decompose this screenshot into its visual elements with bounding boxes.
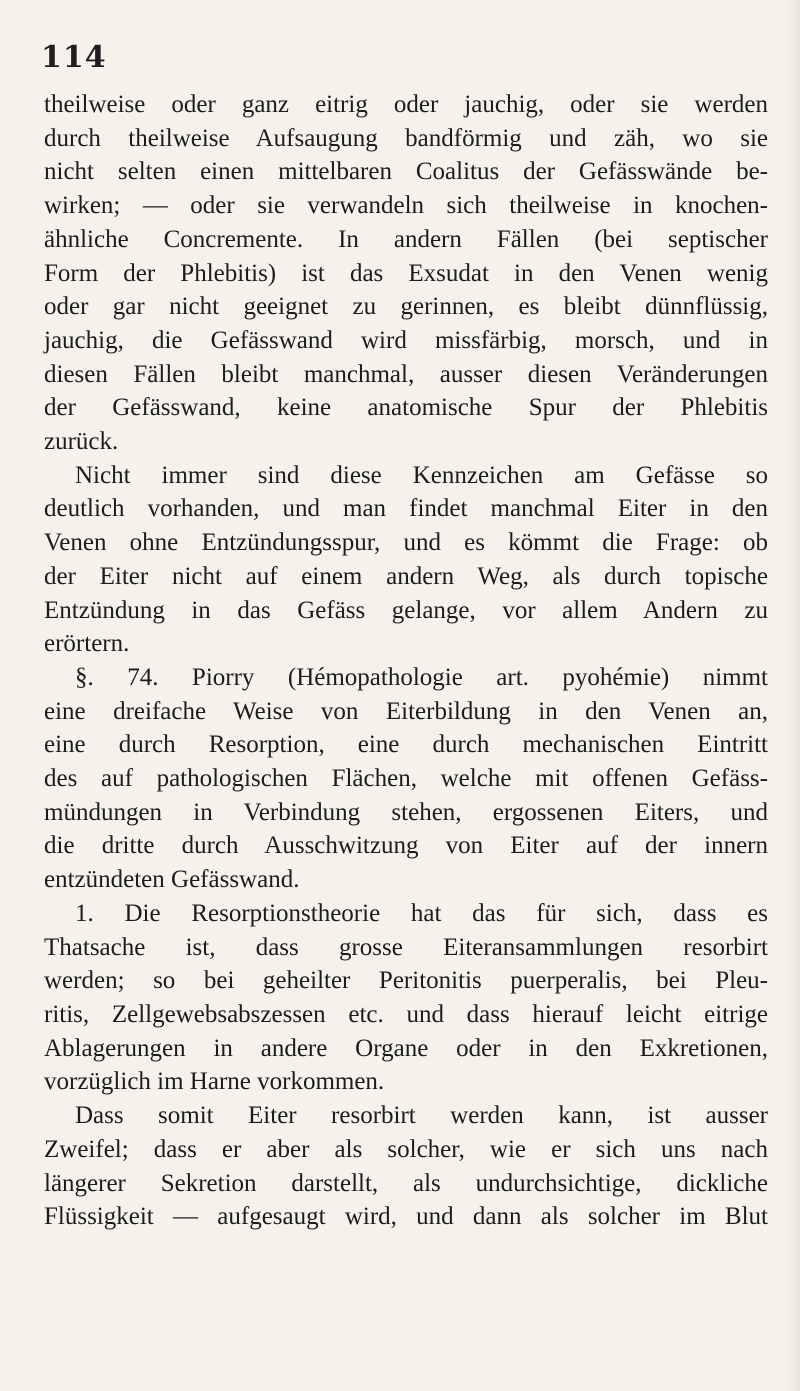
text-line: wirken; — oder sie verwandeln sich theilweise in knochen- xyxy=(44,192,768,220)
text-line: die dritte durch Ausschwitzung von Eiter auf der innern xyxy=(44,832,768,860)
text-line: diesen Fällen bleibt manchmal, ausser diesen Veränderungen xyxy=(44,360,768,388)
text-line: nicht selten einen mittelbaren Coalitus der Gefässwände be- xyxy=(44,158,768,186)
text-line: des auf pathologischen Flächen, welche mit offenen Gefäss- xyxy=(44,765,768,793)
text-line: längerer Sekretion darstellt, als undurchsichtige, dickliche xyxy=(44,1169,768,1197)
text-line: 1. Die Resorptionstheorie hat das für sich, dass es xyxy=(75,899,768,927)
text-line: jauchig, die Gefässwand wird missfärbig, morsch, und in xyxy=(44,326,768,354)
text-line: entzündeten Gefässwand. xyxy=(44,866,300,894)
text-line: Form der Phlebitis) ist das Exsudat in den Venen wenig xyxy=(44,259,768,287)
text-line: zurück. xyxy=(44,428,119,456)
text-line: Flüssigkeit — aufgesaugt wird, und dann als solcher im Blut xyxy=(44,1203,768,1231)
text-line: durch theilweise Aufsaugung bandförmig und zäh, wo sie xyxy=(44,124,768,152)
text-line: ritis, Zellgewebsabszessen etc. und dass hierauf leicht eitrige xyxy=(44,1000,768,1028)
text-line: Nicht immer sind diese Kennzeichen am Gefässe so xyxy=(75,461,768,489)
text-line: Entzündung in das Gefäss gelange, vor allem Andern zu xyxy=(44,596,768,624)
page-edge-shadow xyxy=(786,0,800,1391)
text-line: Venen ohne Entzündungsspur, und es kömmt die Frage: ob xyxy=(44,529,768,557)
text-line: Thatsache ist, dass grosse Eiteransammlungen resorbirt xyxy=(44,933,768,961)
text-line: vorzüglich im Harne vorkommen. xyxy=(44,1068,385,1096)
page-number: 114 xyxy=(41,40,107,75)
text-line: theilweise oder ganz eitrig oder jauchig, oder sie werden xyxy=(44,91,768,118)
text-line: erörtern. xyxy=(44,630,130,658)
text-line: eine durch Resorption, eine durch mechanischen Eintritt xyxy=(44,731,768,759)
text-line: eine dreifache Weise von Eiterbildung in den Venen an, xyxy=(44,697,768,725)
text-line: der Gefässwand, keine anatomische Spur der Phlebitis xyxy=(44,394,768,422)
body-text xyxy=(44,88,768,1234)
text-line: mündungen in Verbindung stehen, ergossenen Eiters, und xyxy=(44,798,768,826)
text-line: ähnliche Concremente. In andern Fällen (bei septischer xyxy=(44,225,768,253)
text-line: deutlich vorhanden, und man findet manchmal Eiter in den xyxy=(44,495,768,523)
text-line: Dass somit Eiter resorbirt werden kann, ist ausser xyxy=(75,1102,768,1130)
text-line: der Eiter nicht auf einem andern Weg, als durch topische xyxy=(44,562,768,590)
text-line: §. 74. Piorry (Hémopathologie art. pyohémie) nimmt xyxy=(75,663,768,691)
text-line: oder gar nicht geeignet zu gerinnen, es bleibt dünnflüssig, xyxy=(44,293,768,321)
text-line: werden; so bei geheilter Peritonitis puerperalis, bei Pleu- xyxy=(44,967,768,995)
text-line: Ablagerungen in andere Organe oder in den Exkretionen, xyxy=(44,1034,768,1062)
text-line: Zweifel; dass er aber als solcher, wie er sich uns nach xyxy=(44,1135,768,1163)
